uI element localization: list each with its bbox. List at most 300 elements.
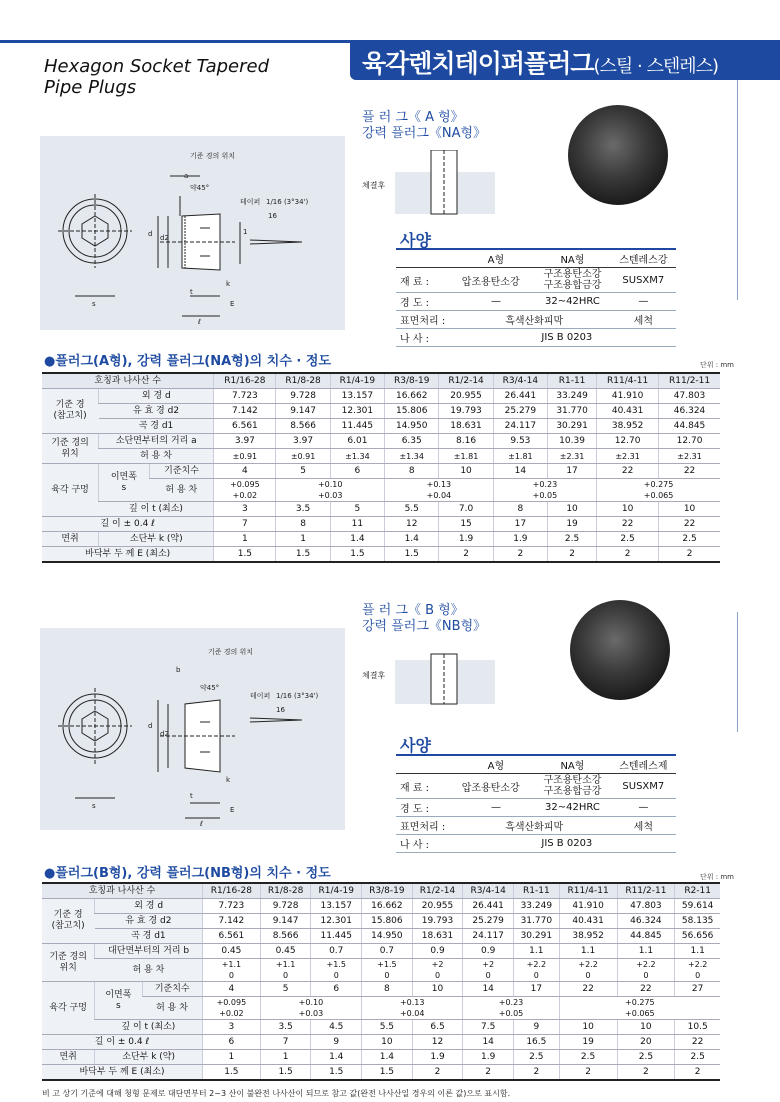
table-cell: 2: [548, 547, 597, 563]
s-label: s: [92, 300, 96, 308]
plug-a-photo: [568, 105, 668, 205]
table-cell: 1.5: [276, 547, 330, 563]
table-row: [42, 464, 720, 479]
table-row: [42, 1050, 720, 1065]
table-cell: +2 0: [463, 959, 514, 982]
table-cell: 2.5: [675, 1050, 720, 1065]
row-label: 허 용 차: [149, 479, 214, 502]
table-cell: 17: [513, 982, 559, 997]
table-cell: 26.441: [493, 389, 547, 404]
table-cell: 20.955: [412, 899, 463, 914]
table-cell: 2: [659, 547, 720, 563]
table-cell: 33.249: [548, 389, 597, 404]
table-cell: 6.561: [202, 929, 260, 944]
table-cell: 2: [493, 547, 547, 563]
row-label: 이면폭 s: [95, 982, 142, 1020]
E-label: E: [230, 806, 235, 814]
group-label: 기준 경의 위치: [42, 434, 99, 464]
table-cell: +2.2 0: [675, 959, 720, 982]
size-header: R1/16-28: [214, 373, 276, 389]
table-cell: 12: [385, 517, 439, 532]
group-label: 육각 구멍: [42, 982, 95, 1035]
subhead-a: 플 러 그《 A 형》 강력 플러그《NA형》: [362, 110, 487, 141]
table-cell: 8.566: [276, 419, 330, 434]
row-label: 소단면부터의 거리 a: [99, 434, 214, 449]
table-row: [42, 1020, 720, 1035]
table-cell: 5.5: [385, 502, 439, 517]
table-cell: 7.0: [439, 502, 493, 517]
page-title-ko: 육각렌치테이퍼플러그(스틸 · 스텐레스): [362, 49, 719, 78]
table-cell: 44.845: [617, 929, 675, 944]
table-cell: 6.5: [412, 1020, 463, 1035]
row-label: 외 경 d: [99, 389, 214, 404]
k-label: k: [226, 280, 231, 288]
taper-label: 테이퍼: [240, 198, 261, 206]
table-cell: 1.4: [311, 1050, 362, 1065]
table-row: [42, 547, 720, 563]
table-cell: 22: [659, 464, 720, 479]
table-cell: 22: [597, 517, 659, 532]
table-row: [42, 449, 720, 464]
table-cell: 10: [559, 1020, 617, 1035]
table-cell: 9.728: [276, 389, 330, 404]
size-header: R3/8-19: [362, 883, 413, 899]
row-label: 면취: [42, 1050, 95, 1065]
table-cell: 2.5: [617, 1050, 675, 1065]
table-cell: ±1.81: [493, 449, 547, 464]
table-cell: +2.2 0: [559, 959, 617, 982]
table-cell: 44.845: [659, 419, 720, 434]
table-cell: 0.45: [260, 944, 311, 959]
row-label: 길 이 ± 0.4 ℓ: [42, 517, 214, 532]
table-cell: ±1.34: [385, 449, 439, 464]
table-cell: +1.1 0: [260, 959, 311, 982]
row-label: 대단면부터의 거리 b: [95, 944, 203, 959]
table-cell: 7.723: [214, 389, 276, 404]
table-cell: +2.2 0: [617, 959, 675, 982]
row-label: 곡 경 d1: [99, 419, 214, 434]
table-cell: 0.45: [202, 944, 260, 959]
table-cell: 31.770: [513, 914, 559, 929]
table-cell: 19: [548, 517, 597, 532]
table-row: [42, 389, 720, 404]
table-title-b: ●플러그(B형), 강력 플러그(NB형)의 치수 · 정도: [44, 866, 331, 881]
column-header: 호칭과 나사산 수: [42, 373, 214, 389]
table-cell: 17: [493, 517, 547, 532]
size-header: R11/4-11: [597, 373, 659, 389]
size-header: R11/4-11: [559, 883, 617, 899]
table-cell: 12: [412, 1035, 463, 1050]
table-cell: +0.095 +0.02: [202, 997, 260, 1020]
table-cell: 3.97: [214, 434, 276, 449]
table-cell: 22: [617, 982, 675, 997]
l-label: ℓ: [198, 318, 201, 326]
ref-label: 기준 경의 위치: [190, 152, 236, 160]
table-cell: 3.5: [260, 1020, 311, 1035]
table-cell: 1.1: [675, 944, 720, 959]
angle-label: 약45°: [190, 184, 210, 192]
table-row: [42, 404, 720, 419]
table-cell: 30.291: [548, 419, 597, 434]
table-cell: 19: [559, 1035, 617, 1050]
fastened-diagram-b: [395, 640, 495, 710]
angle-label: 약45°: [200, 684, 220, 692]
taper-label: 테이퍼: [250, 692, 271, 700]
row-label: 면취: [42, 532, 99, 547]
table-cell: 1.5: [362, 1065, 413, 1081]
table-cell: 2: [675, 1065, 720, 1081]
table-cell: 2: [597, 547, 659, 563]
table-cell: +0.23 +0.05: [493, 479, 596, 502]
table-cell: 12.301: [330, 404, 384, 419]
table-cell: 6: [330, 464, 384, 479]
table-cell: 40.431: [559, 914, 617, 929]
column-header: 호칭과 나사산 수: [42, 883, 202, 899]
row-label: 바닥부 두 께 E (최소): [42, 547, 214, 563]
table-cell: 10: [362, 1035, 413, 1050]
table-cell: 9.728: [260, 899, 311, 914]
group-label: 기준 경의 위치: [42, 944, 95, 982]
size-header: R3/4-14: [493, 373, 547, 389]
row-label: 이면폭 s: [99, 464, 150, 502]
table-cell: 14.950: [362, 929, 413, 944]
table-row: [42, 517, 720, 532]
table-cell: 10.39: [548, 434, 597, 449]
drawing-a: [40, 136, 345, 330]
table-cell: 2: [513, 1065, 559, 1081]
table-cell: 19.793: [439, 404, 493, 419]
d-label: d: [148, 230, 153, 238]
size-header: R1/2-14: [439, 373, 493, 389]
table-cell: 4: [202, 982, 260, 997]
dimensions-table-a: [42, 372, 720, 563]
size-header: R1/16-28: [202, 883, 260, 899]
table-cell: 13.157: [311, 899, 362, 914]
table-cell: 7.5: [463, 1020, 514, 1035]
ref-label: 기준 경의 위치: [208, 648, 254, 656]
row-label: 유 효 경 d2: [95, 914, 203, 929]
table-cell: 10: [439, 464, 493, 479]
table-cell: ±0.91: [214, 449, 276, 464]
table-cell: 24.117: [463, 929, 514, 944]
table-cell: 27: [675, 982, 720, 997]
table-cell: 30.291: [513, 929, 559, 944]
plug-a-technical-drawing: [40, 136, 345, 330]
k-label: k: [226, 776, 231, 784]
table-cell: 1: [260, 1050, 311, 1065]
table-cell: 6.01: [330, 434, 384, 449]
taper-value: 1/16 (3°34'): [266, 198, 309, 206]
table-cell: 9: [311, 1035, 362, 1050]
table-row: [42, 373, 720, 389]
table-cell: 10: [548, 502, 597, 517]
spec-table-a: A형 NA형 스텐레스강 재 료 : 압조용탄소강 구조용탄소강 구조용합금강 SUSXM7 경 도 : — 32~42HRC — 표면처리 : 흑색산화피막 세척 나 사 : JIS B 0203: [396, 248, 676, 347]
table-cell: 1.1: [513, 944, 559, 959]
b-label: b: [176, 666, 181, 674]
table-cell: 22: [659, 517, 720, 532]
table-cell: 7.142: [202, 914, 260, 929]
table-cell: 1.5: [311, 1065, 362, 1081]
table-cell: 10: [617, 1020, 675, 1035]
table-cell: 5.5: [362, 1020, 413, 1035]
one-label: 1: [243, 228, 248, 236]
table-cell: 24.117: [493, 419, 547, 434]
table-cell: 1: [202, 1050, 260, 1065]
table-cell: ±1.34: [330, 449, 384, 464]
table-cell: 46.324: [617, 914, 675, 929]
d-label: d: [148, 722, 153, 730]
row-label: 소단부 k (약): [95, 1050, 203, 1065]
spec-title-b: 사양: [400, 736, 431, 755]
table-cell: 3: [214, 502, 276, 517]
table-cell: 19.793: [412, 914, 463, 929]
table-cell: 1.4: [330, 532, 384, 547]
table-cell: 1.1: [559, 944, 617, 959]
table-cell: 1.5: [260, 1065, 311, 1081]
table-cell: 12.301: [311, 914, 362, 929]
table-cell: 11.445: [311, 929, 362, 944]
page-title-en: Hexagon Socket Tapered Pipe Plugs: [44, 56, 270, 98]
group-label: 기준 경 (참고치): [42, 389, 99, 434]
table-cell: 5: [330, 502, 384, 517]
size-header: R2-11: [675, 883, 720, 899]
drawing-b: [40, 628, 345, 830]
table-row: [42, 532, 720, 547]
table-cell: ±2.31: [659, 449, 720, 464]
callout-line: [737, 80, 738, 300]
table-cell: 14: [463, 982, 514, 997]
table-cell: 1: [276, 532, 330, 547]
row-label: 소단부 k (약): [99, 532, 214, 547]
table-cell: 14: [463, 1035, 514, 1050]
size-header: R1-11: [513, 883, 559, 899]
plug-b-technical-drawing: [40, 628, 345, 830]
dimensions-table-b: [42, 882, 720, 1081]
table-cell: 16.662: [385, 389, 439, 404]
table-cell: 22: [559, 982, 617, 997]
table-cell: 2: [463, 1065, 514, 1081]
table-cell: 7: [260, 1035, 311, 1050]
t-label: t: [190, 288, 193, 296]
table-cell: ±2.31: [597, 449, 659, 464]
table-cell: 14: [493, 464, 547, 479]
taper-value: 1/16 (3°34'): [276, 692, 319, 700]
table-cell: 16.662: [362, 899, 413, 914]
table-cell: +0.275 +0.065: [597, 479, 720, 502]
table-cell: 12.70: [597, 434, 659, 449]
table-cell: 10: [412, 982, 463, 997]
row-label: 바닥부 두 께 E (최소): [42, 1065, 202, 1081]
table-cell: 31.770: [548, 404, 597, 419]
spec-table-b: A형 NA형 스텐레스제 재 료 : 압조용탄소강 구조용탄소강 구조용합금강 SUSXM7 경 도 : — 32~42HRC — 표면처리 : 흑색산화피막 세척 나 사 : JIS B 0203: [396, 754, 676, 853]
table-cell: 22: [597, 464, 659, 479]
table-cell: +0.095 +0.02: [214, 479, 276, 502]
table-cell: 47.803: [617, 899, 675, 914]
table-cell: 1.5: [385, 547, 439, 563]
size-header: R3/8-19: [385, 373, 439, 389]
table-cell: +0.275 +0.065: [559, 997, 720, 1020]
table-row: [42, 1065, 720, 1081]
table-cell: 15.806: [385, 404, 439, 419]
table-cell: 6.35: [385, 434, 439, 449]
size-header: R1/8-28: [260, 883, 311, 899]
table-cell: 2: [412, 1065, 463, 1081]
subhead-b: 플 러 그《 B 형》 강력 플러그《NB형》: [362, 603, 487, 634]
group-label: 육각 구멍: [42, 464, 99, 517]
group-label: 기준 경 (참고치): [42, 899, 95, 944]
d2-label: d2: [160, 730, 169, 738]
row-label: 허 용 차: [142, 997, 202, 1020]
E-label: E: [230, 300, 235, 308]
table-row: [42, 502, 720, 517]
table-cell: +0.23 +0.05: [463, 997, 559, 1020]
unit-b: 단위 : mm: [700, 873, 734, 881]
callout-line: [737, 612, 738, 732]
size-header: R1/4-19: [330, 373, 384, 389]
table-cell: 12.70: [659, 434, 720, 449]
table-cell: 22: [675, 1035, 720, 1050]
table-cell: 8: [385, 464, 439, 479]
table-cell: 6: [202, 1035, 260, 1050]
table-title-a: ●플러그(A형), 강력 플러그(NA형)의 치수 · 정도: [44, 354, 331, 369]
table-cell: 41.910: [597, 389, 659, 404]
table-cell: 6: [311, 982, 362, 997]
table-cell: 25.279: [463, 914, 514, 929]
table-cell: 1.1: [617, 944, 675, 959]
table-cell: 8: [362, 982, 413, 997]
table-cell: 4: [214, 464, 276, 479]
table-cell: 16.5: [513, 1035, 559, 1050]
table-cell: +1.5 0: [362, 959, 413, 982]
table-cell: 26.441: [463, 899, 514, 914]
table-cell: 1.9: [412, 1050, 463, 1065]
table-row: [42, 914, 720, 929]
t-label: t: [190, 792, 193, 800]
table-row: [42, 434, 720, 449]
table-cell: 0.9: [412, 944, 463, 959]
table-cell: 2.5: [548, 532, 597, 547]
table-cell: ±1.81: [439, 449, 493, 464]
table-cell: 20.955: [439, 389, 493, 404]
table-cell: 0.7: [362, 944, 413, 959]
table-cell: 1.4: [362, 1050, 413, 1065]
table-cell: 9.53: [493, 434, 547, 449]
row-label: 허 용 차: [95, 959, 203, 982]
table-row: [42, 1035, 720, 1050]
table-cell: 18.631: [412, 929, 463, 944]
table-cell: +2.2 0: [513, 959, 559, 982]
table-cell: 5: [276, 464, 330, 479]
s-label: s: [92, 802, 96, 810]
size-header: R1/8-28: [276, 373, 330, 389]
size-header: R1-11: [548, 373, 597, 389]
table-row: [42, 899, 720, 914]
sixteen-label: 16: [276, 706, 285, 714]
table-cell: 40.431: [597, 404, 659, 419]
row-label: 깊 이 t (최소): [99, 502, 214, 517]
table-cell: 11.445: [330, 419, 384, 434]
size-header: R1/2-14: [412, 883, 463, 899]
table-cell: +0.10 +0.03: [276, 479, 385, 502]
table-cell: 3: [202, 1020, 260, 1035]
row-label: 허 용 차: [99, 449, 214, 464]
table-cell: 2.5: [659, 532, 720, 547]
footnote: 비 고 상기 기준에 대해 청형 문제로 대단면부터 2~3 산이 불완전 나사산이 되므로 참고 값(완전 나사산일 경우의 이론 값)으로 표시함.: [42, 1089, 511, 1098]
table-row: [42, 419, 720, 434]
table-row: [42, 883, 720, 899]
table-cell: 8: [493, 502, 547, 517]
table-cell: 3.97: [276, 434, 330, 449]
size-header: R11/2-11: [617, 883, 675, 899]
table-cell: 20: [617, 1035, 675, 1050]
table-cell: 1.9: [493, 532, 547, 547]
table-cell: 18.631: [439, 419, 493, 434]
table-row: [42, 929, 720, 944]
spec-title-a: 사양: [400, 231, 431, 250]
table-cell: +0.13 +0.04: [362, 997, 463, 1020]
table-cell: 58.135: [675, 914, 720, 929]
row-label: 외 경 d: [95, 899, 203, 914]
table-cell: 15: [439, 517, 493, 532]
table-cell: 9.147: [276, 404, 330, 419]
fastened-diagram-a: [395, 150, 495, 220]
table-cell: 7.723: [202, 899, 260, 914]
table-cell: 0.9: [463, 944, 514, 959]
table-cell: 25.279: [493, 404, 547, 419]
table-cell: 10: [597, 502, 659, 517]
table-cell: 2.5: [597, 532, 659, 547]
fasten-label: 체결후: [362, 671, 386, 680]
table-cell: 2: [439, 547, 493, 563]
table-cell: +2 0: [412, 959, 463, 982]
table-cell: 8.566: [260, 929, 311, 944]
table-cell: 2.5: [559, 1050, 617, 1065]
table-row: [42, 982, 720, 997]
row-label: 길 이 ± 0.4 ℓ: [42, 1035, 202, 1050]
unit-a: 단위 : mm: [700, 361, 734, 369]
table-cell: 7: [214, 517, 276, 532]
table-cell: 9: [513, 1020, 559, 1035]
table-cell: 0.7: [311, 944, 362, 959]
table-cell: +0.13 +0.04: [385, 479, 494, 502]
table-cell: 5: [260, 982, 311, 997]
table-cell: 14.950: [385, 419, 439, 434]
a-label: a: [184, 172, 189, 180]
table-cell: 8: [276, 517, 330, 532]
row-label: 기준치수: [142, 982, 202, 997]
table-cell: 8.16: [439, 434, 493, 449]
table-cell: 11: [330, 517, 384, 532]
table-cell: 38.952: [559, 929, 617, 944]
table-cell: +1.5 0: [311, 959, 362, 982]
row-label: 유 효 경 d2: [99, 404, 214, 419]
table-cell: 2: [617, 1065, 675, 1081]
table-cell: +1.1 0: [202, 959, 260, 982]
sixteen-label: 16: [268, 212, 277, 220]
d2-label: d2: [160, 234, 169, 242]
plug-b-photo: [570, 600, 670, 700]
table-cell: 9.147: [260, 914, 311, 929]
table-cell: 47.803: [659, 389, 720, 404]
table-cell: +0.10 +0.03: [260, 997, 361, 1020]
table-cell: 17: [548, 464, 597, 479]
table-cell: 38.952: [597, 419, 659, 434]
table-cell: ±0.91: [276, 449, 330, 464]
l-label: ℓ: [200, 820, 203, 828]
table-cell: 1.5: [330, 547, 384, 563]
table-cell: 13.157: [330, 389, 384, 404]
table-cell: 10: [659, 502, 720, 517]
